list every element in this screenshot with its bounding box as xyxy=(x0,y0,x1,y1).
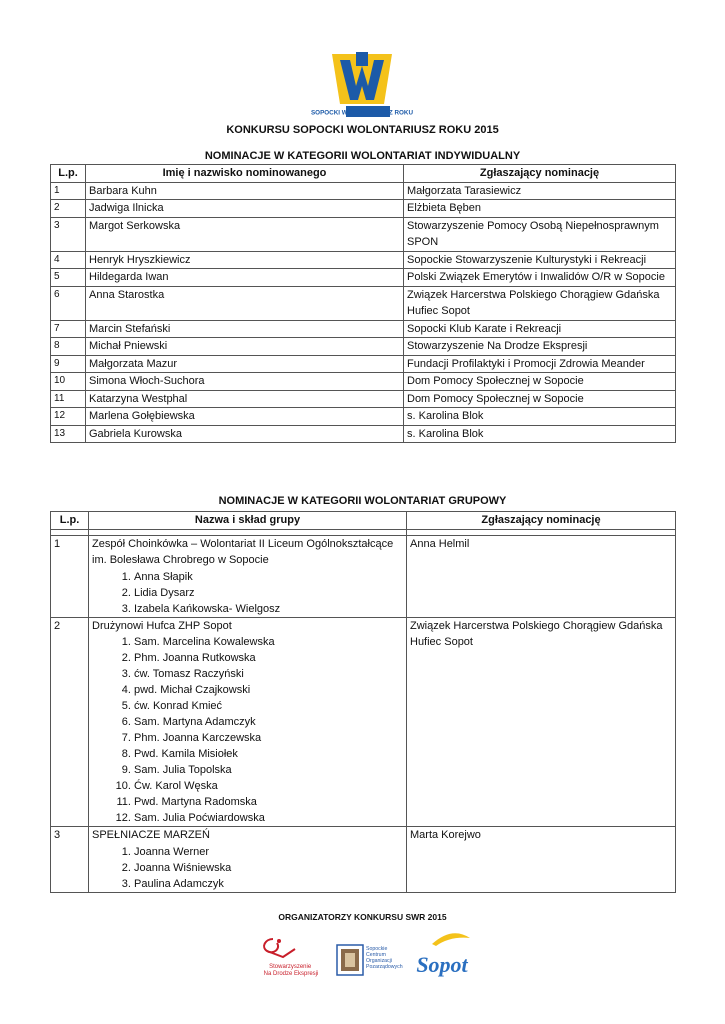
member-item: 3. Izabela Kańkowska- Wielgosz xyxy=(134,601,403,617)
lp-cell: 10 xyxy=(51,373,86,391)
nominator-cell: Fundacji Profilaktyki i Promocji Zdrowia Meander xyxy=(404,355,676,373)
nominator-cell: s. Karolina Blok xyxy=(404,408,676,426)
lp-cell: 1 xyxy=(51,182,86,200)
table-row xyxy=(51,535,676,617)
sopot-logo-text: Sopot xyxy=(416,952,468,977)
header-lp: L.p. xyxy=(51,512,89,530)
sopot-logo xyxy=(412,930,472,982)
lp-cell: 7 xyxy=(51,320,86,338)
footer-title: ORGANIZATORZY KONKURSU SWR 2015 xyxy=(278,912,447,922)
nominator-cell: Dom Pomocy Społecznej w Sopocie xyxy=(404,373,676,391)
name-cell: Małgorzata Mazur xyxy=(86,355,404,373)
table-row xyxy=(51,617,676,827)
nominator-cell: Związek Harcerstwa Polskiego Chorągiew Gdańska Hufiec Sopot xyxy=(404,286,676,320)
member-list xyxy=(92,844,403,892)
member-item: 2. Phm. Joanna Rutkowska xyxy=(134,650,403,666)
table-row xyxy=(51,355,676,373)
member-item: 5. ćw. Konrad Kmieć xyxy=(134,698,403,714)
name-cell: Michał Pniewski xyxy=(86,338,404,356)
lp-cell: 12 xyxy=(51,408,86,426)
stowarzyszenie-logo xyxy=(255,935,325,980)
nominator-cell: Anna Helmil xyxy=(407,535,676,617)
name-cell: Jadwiga Ilnicka xyxy=(86,200,404,218)
member-item: 2. Joanna Wiśniewska xyxy=(134,860,403,876)
member-item: 1. Sam. Marcelina Kowalewska xyxy=(134,634,403,650)
table-row xyxy=(51,286,676,320)
table-row xyxy=(51,217,676,251)
member-item: 3. ćw. Tomasz Raczyński xyxy=(134,666,403,682)
member-item: 10. Ćw. Karol Węska xyxy=(134,778,403,794)
table-row xyxy=(51,425,676,443)
nominator-cell: Polski Związek Emerytów i Inwalidów O/R w Sopocie xyxy=(404,269,676,287)
page-title: KONKURSU SOPOCKI WOLONTARIUSZ ROKU 2015 xyxy=(226,124,499,136)
nominator-cell: Sopocki Klub Karate i Rekreacji xyxy=(404,320,676,338)
member-item: 11. Pwd. Martyna Radomska xyxy=(134,794,403,810)
nominator-cell: Elżbieta Bęben xyxy=(404,200,676,218)
swr-logo xyxy=(310,50,414,120)
name-cell: Katarzyna Westphal xyxy=(86,390,404,408)
lp-cell: 1 xyxy=(51,535,89,617)
lp-cell: 3 xyxy=(51,217,86,251)
lp-cell: 2 xyxy=(51,617,89,827)
lp-cell: 9 xyxy=(51,355,86,373)
group-name: Zespół Choinkówka – Wolontariat II Liceum Ogólnokształcące im. Bolesława Chrobrego w Sopocie xyxy=(92,537,394,566)
group-cell xyxy=(89,617,407,827)
table-row xyxy=(51,182,676,200)
table-row xyxy=(51,408,676,426)
member-item: 7. Phm. Joanna Karczewska xyxy=(134,730,403,746)
header-nominator: Zgłaszający nominację xyxy=(407,512,676,530)
individual-nominations-table xyxy=(50,164,676,443)
nominator-cell: Marta Korejwo xyxy=(407,827,676,893)
stowarzyszenie-logo-text: Stowarzyszenie Na Drodze Ekspresji xyxy=(263,964,319,977)
table-row xyxy=(51,269,676,287)
table-row xyxy=(51,200,676,218)
lp-cell: 3 xyxy=(51,827,89,893)
centrum-logo-text: Sopockie Centrum Organizacji Pozarządowych xyxy=(366,946,403,970)
member-item: 2. Lidia Dysarz xyxy=(134,585,403,601)
centrum-logo xyxy=(336,944,410,978)
table-header-row xyxy=(51,165,676,183)
lp-cell: 2 xyxy=(51,200,86,218)
header-group: Nazwa i skład grupy xyxy=(89,512,407,530)
group-name: Drużynowi Hufca ZHP Sopot xyxy=(92,619,232,632)
table-row xyxy=(51,251,676,269)
individual-heading: NOMINACJE W KATEGORII WOLONTARIAT INDYWIDUALNY xyxy=(204,150,521,162)
table-row xyxy=(51,827,676,893)
member-item: 1. Anna Słapik xyxy=(134,569,403,585)
lp-cell: 8 xyxy=(51,338,86,356)
header-nominator: Zgłaszający nominację xyxy=(404,165,676,183)
group-cell xyxy=(89,535,407,617)
member-item: 1. Joanna Werner xyxy=(134,844,403,860)
table-row xyxy=(51,320,676,338)
member-item: 3. Paulina Adamczyk xyxy=(134,876,403,892)
nominator-cell: Sopockie Stowarzyszenie Kulturystyki i Rekreacji xyxy=(404,251,676,269)
member-list xyxy=(92,569,403,617)
nominator-cell: Związek Harcerstwa Polskiego Chorągiew Gdańska Hufiec Sopot xyxy=(407,617,676,827)
group-cell xyxy=(89,827,407,893)
lp-cell: 4 xyxy=(51,251,86,269)
logo-text: SOPOCKI WOLONTARIUSZ ROKU xyxy=(310,109,414,117)
header-name: Imię i nazwisko nominowanego xyxy=(86,165,404,183)
table-row xyxy=(51,390,676,408)
group-name: SPEŁNIACZE MARZEŃ xyxy=(92,829,210,841)
member-item: 12. Sam. Julia Poćwiardowska xyxy=(134,810,403,826)
name-cell: Gabriela Kurowska xyxy=(86,425,404,443)
nominator-cell: Stowarzyszenie Na Drodze Ekspresji xyxy=(404,338,676,356)
group-heading: NOMINACJE W KATEGORII WOLONTARIAT GRUPOWY xyxy=(218,495,507,507)
group-nominations-table xyxy=(50,511,676,893)
lp-cell: 6 xyxy=(51,286,86,320)
lp-cell: 13 xyxy=(51,425,86,443)
name-cell: Simona Włoch-Suchora xyxy=(86,373,404,391)
member-item: 9. Sam. Julia Topolska xyxy=(134,762,403,778)
name-cell: Marcin Stefański xyxy=(86,320,404,338)
nominator-cell: Dom Pomocy Społecznej w Sopocie xyxy=(404,390,676,408)
table-row xyxy=(51,338,676,356)
name-cell: Marlena Gołębiewska xyxy=(86,408,404,426)
member-item: 8. Pwd. Kamila Misiołek xyxy=(134,746,403,762)
nominator-cell: s. Karolina Blok xyxy=(404,425,676,443)
member-list xyxy=(92,634,403,826)
name-cell: Henryk Hryszkiewicz xyxy=(86,251,404,269)
lp-cell: 5 xyxy=(51,269,86,287)
name-cell: Hildegarda Iwan xyxy=(86,269,404,287)
name-cell: Margot Serkowska xyxy=(86,217,404,251)
header-lp: L.p. xyxy=(51,165,86,183)
table-header-row xyxy=(51,512,676,530)
table-row xyxy=(51,373,676,391)
name-cell: Anna Starostka xyxy=(86,286,404,320)
lp-cell: 11 xyxy=(51,390,86,408)
member-item: 6. Sam. Martyna Adamczyk xyxy=(134,714,403,730)
member-item: 4. pwd. Michał Czajkowski xyxy=(134,682,403,698)
nominator-cell: Stowarzyszenie Pomocy Osobą Niepełnosprawnym SPON xyxy=(404,217,676,251)
individual-table-body xyxy=(51,182,676,443)
group-table-body xyxy=(51,535,676,892)
name-cell: Barbara Kuhn xyxy=(86,182,404,200)
nominator-cell: Małgorzata Tarasiewicz xyxy=(404,182,676,200)
